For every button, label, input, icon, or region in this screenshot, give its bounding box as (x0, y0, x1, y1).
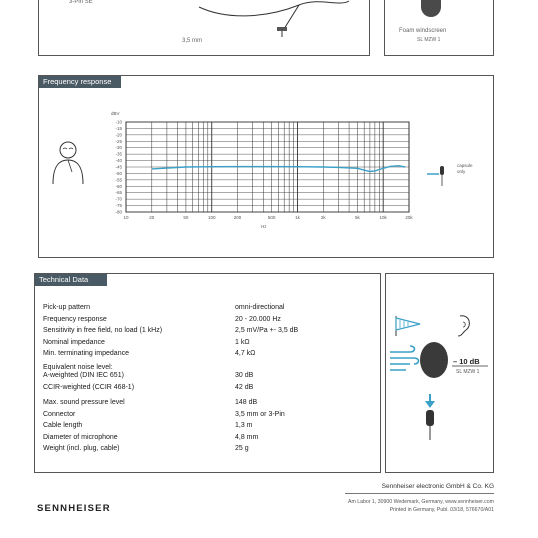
y-tick-label: -20 (115, 132, 122, 138)
x-tick-label: 10 (123, 215, 129, 220)
wind-panel (385, 273, 494, 473)
y-tick-label: -55 (115, 177, 122, 183)
spec-value: 148 dB (235, 399, 258, 406)
spec-label: Diameter of microphone (43, 433, 118, 441)
legend-swatch (427, 160, 451, 190)
print-info: Printed in Germany, Publ. 03/18, 576670/A01 (389, 507, 494, 513)
x-tick-label: 100 (207, 215, 216, 220)
x-tick-label: 20 (149, 215, 155, 220)
spec-value: 42 dB (235, 383, 254, 391)
y-tick-label: -25 (115, 138, 122, 144)
x-tick-label: 200 (233, 215, 242, 220)
spec-value: 2,5 mV/Pa +- 3,5 dB (235, 327, 299, 334)
windscreen-panel (384, 0, 494, 56)
spec-value: 25 g (235, 445, 249, 452)
y-tick-label: -40 (115, 158, 122, 164)
y-tick-label: -65 (115, 190, 122, 196)
spec-label: Frequency response (43, 315, 107, 323)
y-tick-label: -80 (115, 209, 122, 215)
windscreen-model: SL MZW 1 (417, 37, 441, 43)
y-tick-label: -35 (115, 151, 122, 157)
y-tick-label: -50 (115, 170, 122, 176)
connector-label: 3-Pin SE (69, 0, 93, 5)
y-tick-label: -30 (115, 145, 122, 151)
spec-label: Sensitivity in free field, no load (1 kHz) (43, 327, 163, 334)
technical-data-panel (34, 273, 381, 473)
attenuation-label: – 10 dB (453, 357, 480, 366)
wind-model-label: SL MZW 1 (456, 369, 480, 375)
spec-value: 1 kΩ (235, 338, 250, 346)
y-unit-label: dBV (111, 111, 120, 116)
spec-label: Cable length (43, 422, 83, 429)
spec-label: Max. sound pressure level (43, 399, 125, 406)
x-tick-label: 1k (295, 215, 300, 220)
noise-title: Equivalent noise level: (43, 363, 113, 371)
x-tick-label: 5k (355, 215, 360, 220)
y-tick-label: -45 (115, 164, 122, 170)
spec-label: Pick-up pattern (43, 304, 91, 311)
spec-label: A-weighted (DIN IEC 651) (43, 372, 124, 379)
spec-value: 4,8 mm (235, 433, 259, 441)
spec-value: 20 - 20.000 Hz (235, 315, 281, 323)
windscreen-label: Foam windscreen (399, 28, 447, 34)
x-tick-label: 10k (379, 215, 387, 220)
cable-drawing (189, 0, 369, 39)
technical-data-header: Technical Data (35, 274, 107, 286)
y-tick-label: -75 (115, 203, 122, 209)
company-name: Sennheiser electronic GmbH & Co. KG (381, 483, 494, 490)
company-address: Am Labor 1, 30900 Wedemark, Germany, www.sennheiser.com (348, 499, 494, 505)
x-tick-label: 20k (405, 215, 413, 220)
y-tick-label: -70 (115, 196, 122, 202)
x-tick-label: 50 (183, 215, 189, 220)
legend-label-2: only (457, 169, 466, 174)
spec-value: 30 dB (235, 372, 254, 379)
footer-rule (345, 493, 494, 494)
y-tick-label: -15 (115, 125, 122, 131)
frequency-header: Frequency response (39, 76, 121, 88)
y-tick-label: -60 (115, 183, 122, 189)
frequency-chart (39, 76, 495, 236)
spec-label: Min. terminating impedance (43, 350, 129, 357)
legend-label-1: capsule (457, 163, 473, 168)
accessory-panel (38, 0, 370, 56)
frequency-panel (38, 75, 494, 258)
spec-label: Nominal impedance (43, 338, 105, 346)
brand-logo: SENNHEISER (37, 503, 111, 514)
plug-label: 3,5 mm (182, 38, 203, 44)
spec-label: CCIR-weighted (CCIR 468-1) (43, 383, 135, 391)
spec-value: 3,5 mm or 3-Pin (235, 410, 285, 418)
spec-value: 1,3 m (235, 422, 253, 429)
y-tick-label: -10 (115, 119, 122, 125)
x-unit-label: Hz (261, 224, 267, 229)
spec-label: Weight (incl. plug, cable) (43, 445, 120, 452)
windscreen-icon (421, 0, 441, 17)
x-tick-label: 2k (320, 215, 326, 220)
spec-value: omni-directional (235, 304, 285, 311)
spec-value: 4,7 kΩ (235, 350, 256, 357)
spec-label: Connector (43, 410, 76, 418)
x-tick-label: 500 (267, 215, 276, 220)
